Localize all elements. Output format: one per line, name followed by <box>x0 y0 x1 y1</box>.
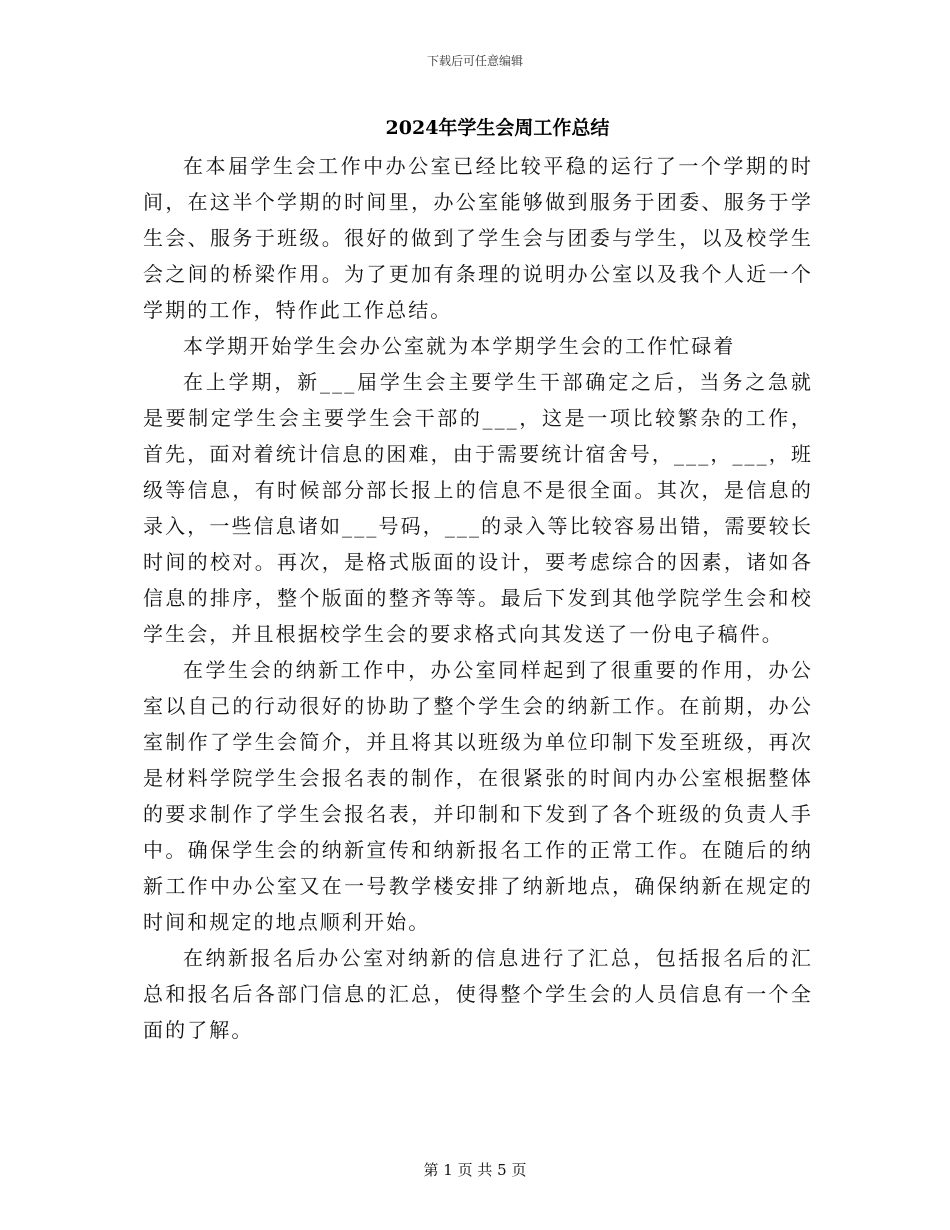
paragraph: 本学期开始学生会办公室就为本学期学生会的工作忙碌着 <box>183 334 736 358</box>
document-title: 2024年学生会周工作总结 <box>385 117 610 139</box>
page-header-note: 下载后可任意编辑 <box>426 54 523 68</box>
paragraph: 在学生会的纳新工作中，办公室同样起到了很重要的作用，办公室以自己的行动很好的协助了整个学生会的纳新工作。在前期，办公室制作了学生会简介，并且将其以班级为单位印制下发至班级，再次是材料学院学生会报名表的制作，在很紧张的时间内办公室根据整体的要求制作了学生会报名表，并印制和下发到了各个班级的负责人手中。确保学生会的纳新宣传和纳新报名工作的正常工作。在随后的纳新工作中办公室又在一号教学楼安排了纳新地点，确保纳新在规定的时间和规定的地点顺利开始。 <box>143 658 813 934</box>
page-number: 第 1 页 共 5 页 <box>423 1161 527 1179</box>
paragraph: 在纳新报名后办公室对纳新的信息进行了汇总，包括报名后的汇总和报名后各部门信息的汇总，使得整个学生会的人员信息有一个全面的了解。 <box>143 946 813 1042</box>
paragraph: 在本届学生会工作中办公室已经比较平稳的运行了一个学期的时间，在这半个学期的时间里，办公室能够做到服务于团委、服务于学生会、服务于班级。很好的做到了学生会与团委与学生，以及校学生会之间的桥梁作用。为了更加有条理的说明办公室以及我个人近一个学期的工作，特作此工作总结。 <box>143 154 813 322</box>
document-body <box>143 148 813 1048</box>
paragraph: 在上学期，新___届学生会主要学生干部确定之后，当务之急就是要制定学生会主要学生会干部的___，这是一项比较繁杂的工作，首先，面对着统计信息的困难，由于需要统计宿舍号，___，___，班级等信息，有时候部分部长报上的信息不是很全面。其次，是信息的录入，一些信息诸如___号码，___的录入等比较容易出错，需要较长时间的校对。再次，是格式版面的设计，要考虑综合的因素，诸如各信息的排序，整个版面的整齐等等。最后下发到其他学院学生会和校学生会，并且根据校学生会的要求格式向其发送了一份电子稿件。 <box>143 370 813 646</box>
